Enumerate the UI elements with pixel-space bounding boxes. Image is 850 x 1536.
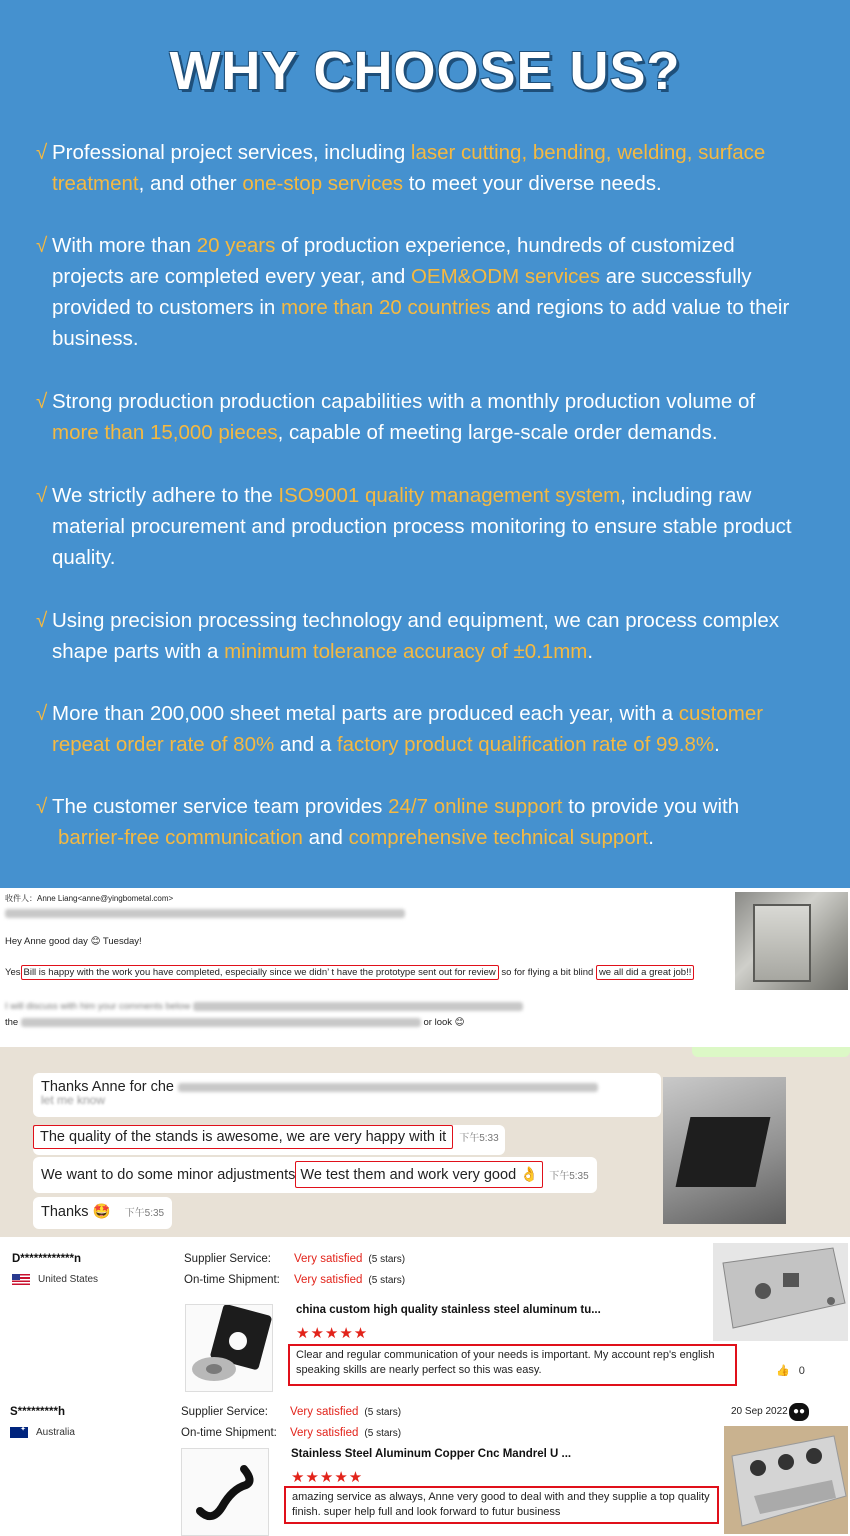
email-recipient: 收件人：Anne Liang<anne@yingbometal.com>	[5, 894, 174, 903]
chat-message-quality: The quality of the stands is awesome, we are very happy with it 下午5:33	[33, 1125, 505, 1155]
product-thumbnail[interactable]	[185, 1304, 273, 1392]
rating-stars: ★★★★★	[296, 1325, 369, 1342]
bullet-services: √ Professional project services, including laser cutting, bending, welding, surface treatment, and other one-stop services to meet your diverse needs.	[36, 141, 766, 195]
stand-photo	[663, 1077, 786, 1224]
au-flag-icon	[10, 1427, 28, 1438]
review-comment: amazing service as always, Anne very good to deal with and they supplie a top quality finish. super help full and look forward to futur business	[284, 1486, 719, 1524]
email-blurred-line: I will discuss with him your comments below	[5, 1001, 523, 1012]
product-title[interactable]: china custom high quality stainless steel aluminum tu...	[296, 1304, 601, 1316]
product-title[interactable]: Stainless Steel Aluminum Copper Cnc Mandrel U ...	[291, 1448, 572, 1460]
review-comment: Clear and regular communication of your needs is important. My account rep's english speaking skills are nearly perfect so this was easy.	[288, 1344, 737, 1386]
email-blurred-header	[5, 908, 405, 919]
chat-message-adjustments: We want to do some minor adjustments We test them and work very good 👌 下午5:35	[33, 1157, 597, 1193]
review-card: S*********h ✦Australia Supplier Service: Very satisfied (5 stars) On-time Shipment: Very satisfied (5 stars) 20 Sep 2022 ●● Stainless Steel Aluminum Copper Cnc Mandrel U ... ★★★★★ amazing service as always, Anne very good to deal with and they supplie a top quality finish. super help full and look forward to futur business	[0, 1398, 850, 1536]
electrical-box-photo	[735, 892, 848, 990]
highlight-box-bill: Bill is happy with the work you have completed, especially since we didn’ t have the prototype sent out for review	[21, 965, 499, 980]
bullet-precision: √ Using precision processing technology and equipment, we can process complex shape parts with a minimum tolerance accuracy of ±0.1mm.	[36, 609, 780, 663]
reviewer-country: ✦Australia	[10, 1427, 75, 1438]
bullet-capacity: √ Strong production production capabilities with a monthly production volume of more than 15,000 pieces, capable of meeting large-scale order demands.	[36, 390, 756, 444]
product-photo	[713, 1243, 848, 1341]
blurred-text	[21, 1018, 421, 1027]
highlight-box-great-job: we all did a great job!!	[596, 965, 694, 980]
email-testimonial	[0, 890, 850, 1045]
banner-title: WHY CHOOSE US?	[169, 41, 681, 101]
blurred-text	[5, 909, 405, 918]
bullet-support: √ The customer service team provides 24/7 online support to provide you with barrier-free communication and comprehensive technical support.	[36, 795, 740, 849]
bullet-volume: √ More than 200,000 sheet metal parts are produced each year, with a customer repeat order rate of 80% and a factory product qualification rate of 99.8%.	[36, 702, 764, 756]
reviewer-country: United States	[12, 1274, 98, 1285]
product-thumbnail[interactable]	[181, 1448, 269, 1536]
thumb-up-icon: 👍	[776, 1365, 790, 1377]
chat-message-thanks-2: Thanks 🤩 下午5:35	[33, 1197, 172, 1229]
bullet-experience: √ With more than 20 years of production experience, hundreds of customized projects are completed every year, and OEM&ODM services are successfully provided to customers in more than 20 countries and regions to add value to their business.	[36, 234, 790, 350]
chat-testimonial	[0, 1047, 850, 1237]
rating-stars: ★★★★★	[291, 1469, 364, 1486]
blurred-text	[193, 1002, 523, 1011]
reviewer-name: S*********h	[10, 1406, 65, 1418]
chat-message-thanks: Thanks Anne for che let me know	[33, 1073, 661, 1117]
us-flag-icon	[12, 1274, 30, 1285]
bullet-iso: √ We strictly adhere to the ISO9001 quality management system, including raw material procurement and production process monitoring to ensure stable product quality.	[36, 484, 792, 569]
email-blurred-line-2: the or look 😊	[5, 1017, 465, 1028]
email-praise-line: Yes Bill is happy with the work you have completed, especially since we didn’ t have the prototype sent out for review so for flying a bit blind we all did a great job!!	[5, 967, 694, 978]
reviewer-name: D************n	[12, 1253, 82, 1265]
chat-icon[interactable]: ●●	[789, 1403, 809, 1421]
like-button[interactable]: 👍 0	[776, 1365, 805, 1377]
outgoing-bubble-edge	[692, 1047, 850, 1057]
blurred-text	[178, 1083, 598, 1092]
review-date: 20 Sep 2022	[731, 1406, 788, 1417]
product-photo	[724, 1426, 848, 1534]
review-card: D************n United States Supplier Service: Very satisfied (5 stars) On-time Shipment: Very satisfied (5 stars) china custom high quality stainless steel aluminum tu... ★★★★★ Clear and regular communication of your needs is important. My account rep's english speaking skills are nearly perfect so this was easy. 👍 0	[0, 1240, 850, 1400]
email-greeting: Hey Anne good day 😊 Tuesday!	[5, 936, 142, 947]
